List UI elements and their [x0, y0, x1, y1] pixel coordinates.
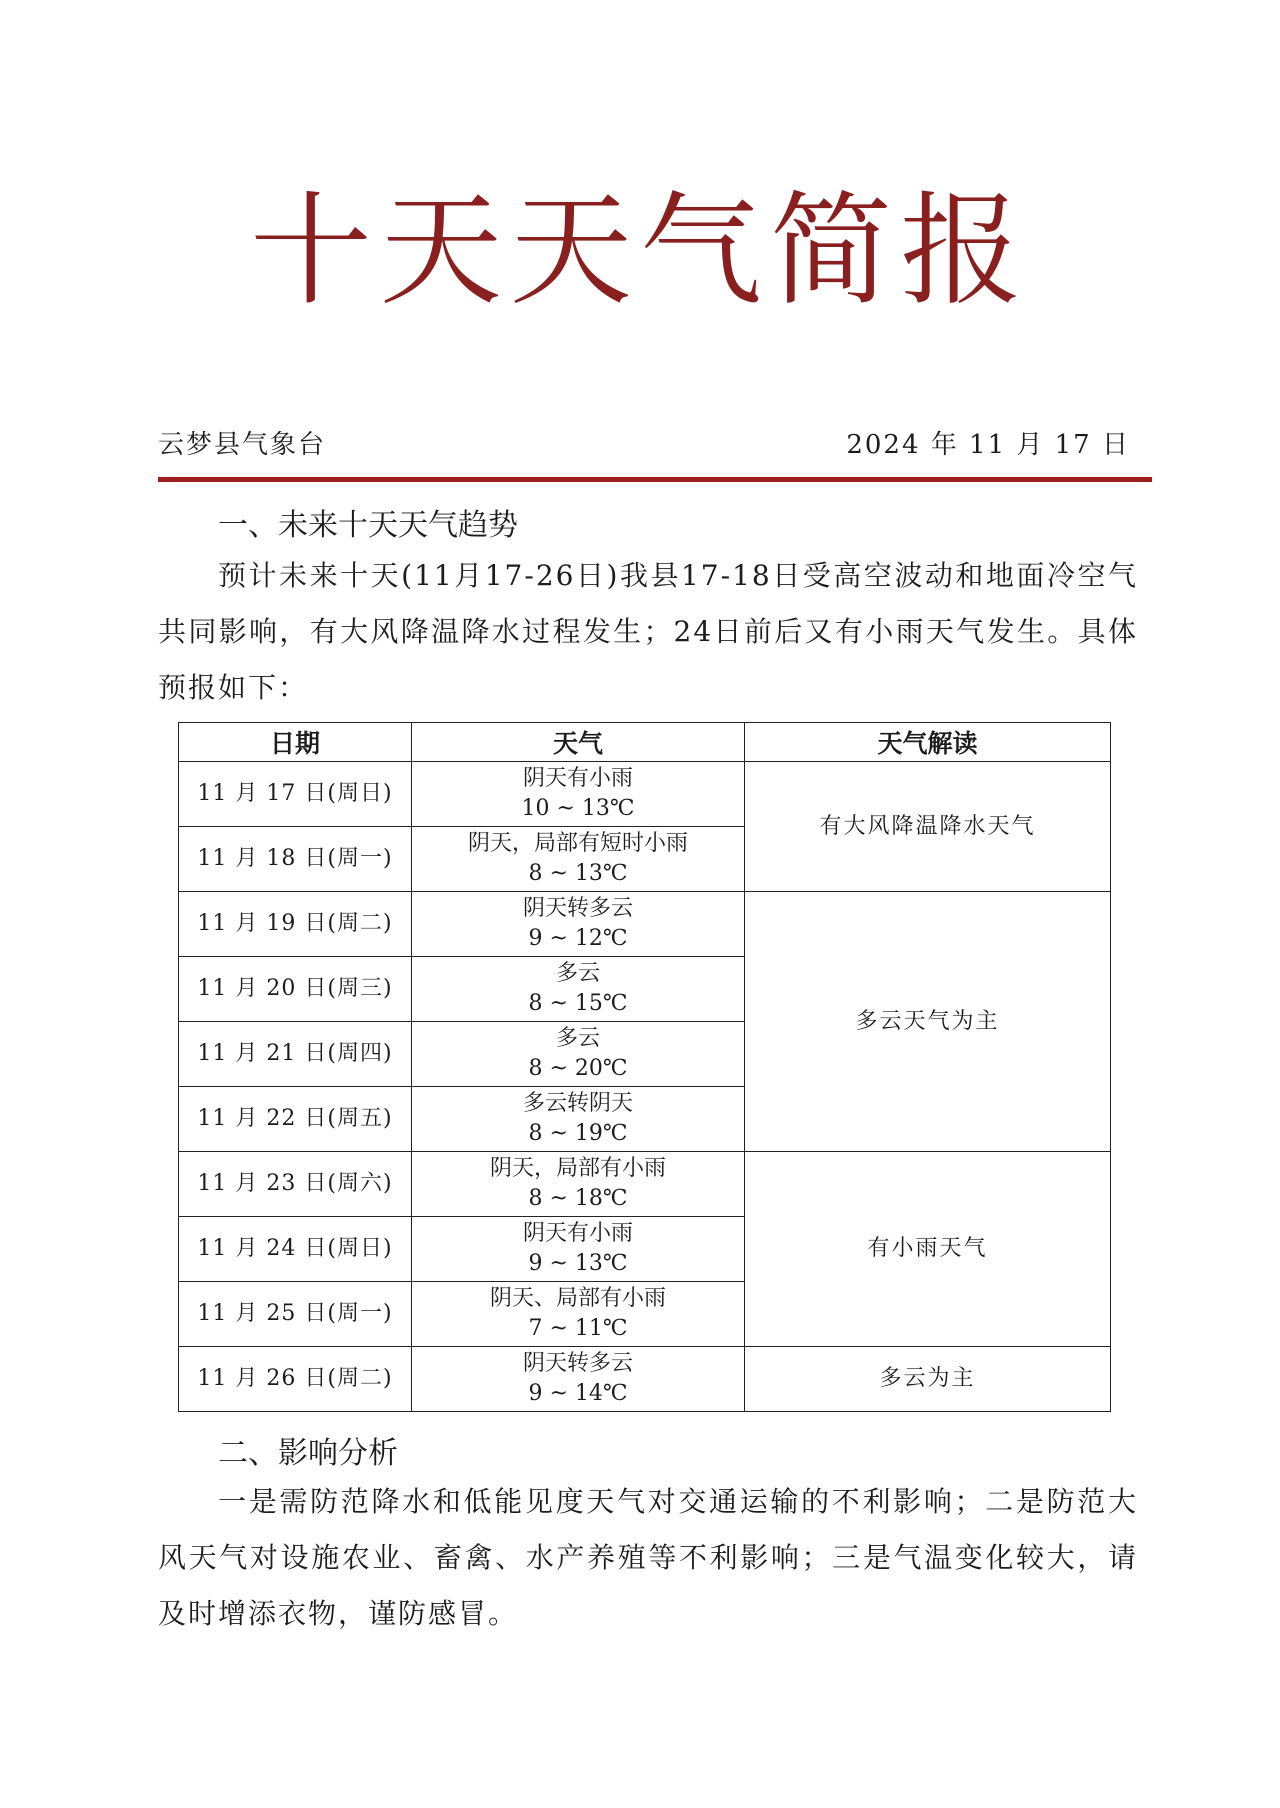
weather-text: 阴天有小雨 — [522, 1221, 633, 1246]
row-weather — [412, 957, 745, 1022]
weather-text: 阴天转多云 — [522, 896, 633, 921]
temp-range: 10 ~ 13℃ — [521, 796, 635, 821]
weather-text: 阴天、局部有小雨 — [489, 1286, 666, 1311]
header-date: 日期 — [179, 723, 412, 762]
weather-text: 阴天，局部有小雨 — [489, 1156, 666, 1181]
header-weather: 天气 — [412, 723, 745, 762]
temp-range: 8 ~ 13℃ — [528, 861, 628, 886]
section2-paragraph: 一是需防范降水和低能见度天气对交通运输的不利影响；二是防范大风天气对设施农业、畜禽、水产养殖等不利影响；三是气温变化较大，请及时增添衣物，谨防感冒。 — [158, 1485, 1138, 1630]
header-rule — [158, 477, 1152, 482]
temp-range: 8 ~ 20℃ — [528, 1056, 628, 1081]
weather-text: 阴天转多云 — [522, 1351, 633, 1376]
table-row — [179, 1152, 1111, 1217]
weather-text: 阴天，局部有短时小雨 — [467, 831, 688, 856]
row-date: 11 月 22 日(周五) — [179, 1087, 412, 1152]
row-date: 11 月 17 日(周日) — [179, 762, 412, 827]
weather-text: 阴天有小雨 — [522, 766, 633, 791]
temp-range: 8 ~ 15℃ — [528, 991, 628, 1016]
table-row — [179, 762, 1111, 827]
row-date: 11 月 19 日(周二) — [179, 892, 412, 957]
row-date: 11 月 20 日(周三) — [179, 957, 412, 1022]
issue-date: 2024 年 11 月 17 日 — [846, 430, 1130, 460]
note-cell: 有大风降温降水天气 — [745, 762, 1111, 892]
weather-text: 多云 — [555, 1026, 600, 1051]
row-weather — [412, 1087, 745, 1152]
row-date: 11 月 24 日(周日) — [179, 1217, 412, 1282]
temp-range: 8 ~ 18℃ — [528, 1186, 628, 1211]
weather-text: 多云 — [555, 961, 600, 986]
section1-heading: 一、未来十天天气趋势 — [218, 508, 518, 543]
row-weather — [412, 827, 745, 892]
note-cell: 有小雨天气 — [745, 1152, 1111, 1347]
issuer: 云梦县气象台 — [158, 430, 327, 460]
header-note: 天气解读 — [745, 723, 1111, 762]
document-title: 十天天气简报 — [250, 180, 1030, 322]
note-cell: 多云为主 — [745, 1347, 1111, 1412]
row-weather — [412, 1152, 745, 1217]
row-date: 11 月 21 日(周四) — [179, 1022, 412, 1087]
row-date: 11 月 25 日(周一) — [179, 1282, 412, 1347]
row-weather — [412, 892, 745, 957]
section1-paragraph: 预计未来十天(11月17-26日)我县17-18日受高空波动和地面冷空气共同影响，有大风降温降水过程发生；24日前后又有小雨天气发生。具体预报如下： — [158, 559, 1138, 704]
row-weather — [412, 1347, 745, 1412]
row-weather — [412, 1217, 745, 1282]
temp-range: 9 ~ 14℃ — [528, 1381, 628, 1406]
temp-range: 9 ~ 13℃ — [528, 1251, 628, 1276]
temp-range: 7 ~ 11℃ — [528, 1316, 628, 1341]
table-row — [179, 1347, 1111, 1412]
weather-text: 多云转阴天 — [522, 1091, 633, 1116]
row-weather — [412, 762, 745, 827]
temp-range: 8 ~ 19℃ — [528, 1121, 628, 1146]
temp-range: 9 ~ 12℃ — [528, 926, 628, 951]
row-date: 11 月 26 日(周二) — [179, 1347, 412, 1412]
row-weather — [412, 1022, 745, 1087]
table-header-row — [179, 723, 1111, 762]
row-weather — [412, 1282, 745, 1347]
forecast-table — [178, 722, 1111, 1412]
row-date: 11 月 18 日(周一) — [179, 827, 412, 892]
note-cell: 多云天气为主 — [745, 892, 1111, 1152]
section2-heading: 二、影响分析 — [218, 1436, 398, 1471]
row-date: 11 月 23 日(周六) — [179, 1152, 412, 1217]
table-row — [179, 892, 1111, 957]
